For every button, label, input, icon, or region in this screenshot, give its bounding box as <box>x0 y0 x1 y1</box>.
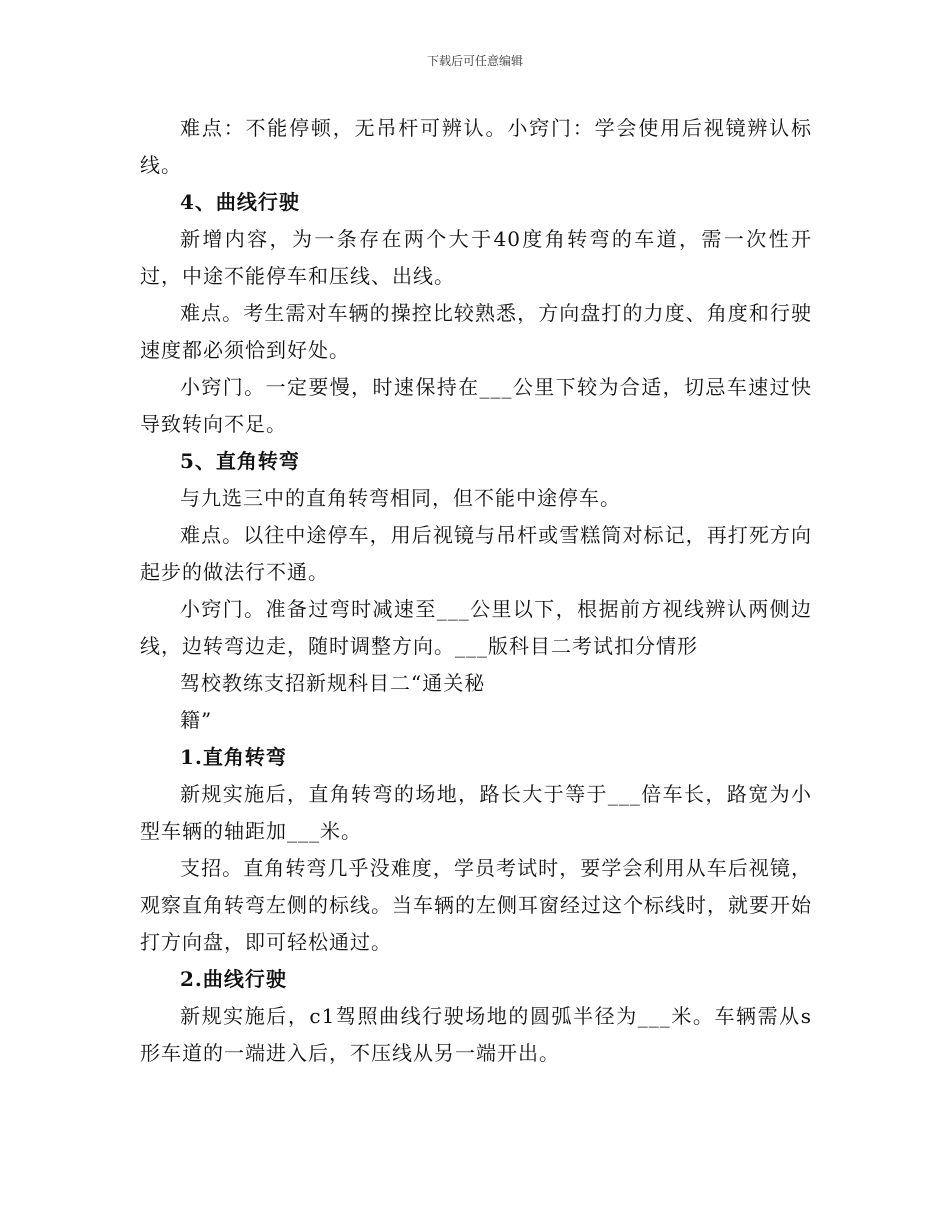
paragraph: 难点。以往中途停车，用后视镜与吊杆或雪糕筒对标记，再打死方向起步的做法行不通。 <box>140 523 812 584</box>
section-heading: 2.曲线行驶 <box>180 967 287 991</box>
paragraph: 难点。考生需对车辆的操控比较熟悉，方向盘打的力度、角度和行驶速度都必须恰到好处。 <box>140 301 812 362</box>
section-heading: 1.直角转弯 <box>180 745 287 769</box>
section-heading: 4、曲线行驶 <box>180 190 300 214</box>
page-header: 下载后可任意编辑 <box>426 54 523 68</box>
paragraph: 籍” <box>180 708 213 732</box>
paragraph: 驾校教练支招新规科目二“通关秘 <box>180 671 486 695</box>
paragraph: 小窍门。准备过弯时减速至___公里以下，根据前方视线辨认两侧边线，边转弯边走，随时调整方向。___版科目二考试扣分情形 <box>140 597 812 658</box>
paragraph: 难点：不能停顿，无吊杆可辨认。小窍门：学会使用后视镜辨认标线。 <box>140 116 812 177</box>
paragraph: 小窍门。一定要慢，时速保持在___公里下较为合适，切忌车速过快导致转向不足。 <box>140 375 812 436</box>
document-body <box>140 110 812 1072</box>
paragraph: 新规实施后，直角转弯的场地，路长大于等于___倍车长，路宽为小型车辆的轴距加___米。 <box>140 782 812 843</box>
paragraph: 支招。直角转弯几乎没难度，学员考试时，要学会利用从车后视镜，观察直角转弯左侧的标线。当车辆的左侧耳窗经过这个标线时，就要开始打方向盘，即可轻松通过。 <box>140 856 812 954</box>
paragraph: 新规实施后，c1驾照曲线行驶场地的圆弧半径为___米。车辆需从s形车道的一端进入后，不压线从另一端开出。 <box>140 1004 812 1065</box>
section-heading: 5、直角转弯 <box>180 449 300 473</box>
paragraph: 与九选三中的直角转弯相同，但不能中途停车。 <box>180 486 621 510</box>
paragraph: 新增内容，为一条存在两个大于40度角转弯的车道，需一次性开过，中途不能停车和压线、出线。 <box>140 227 812 288</box>
